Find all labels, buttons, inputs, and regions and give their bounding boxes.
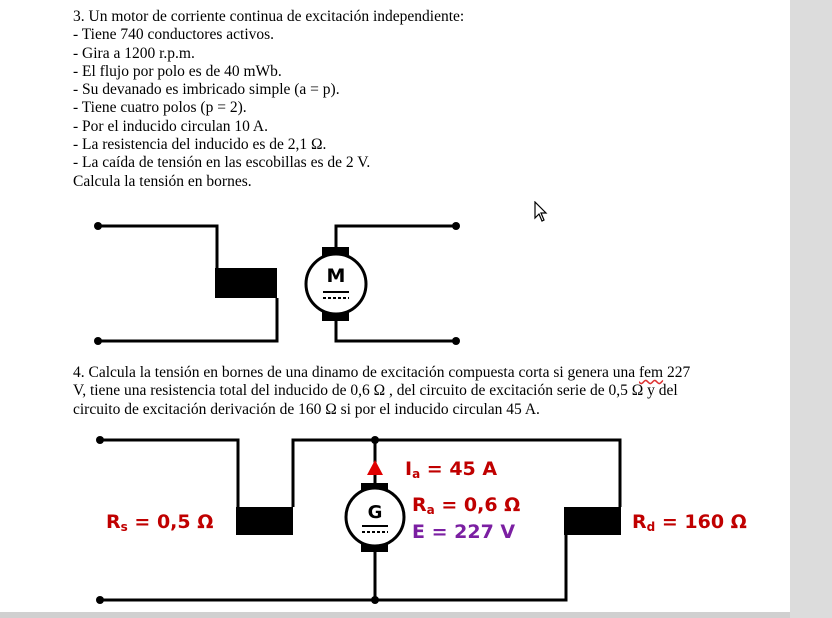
problem-3-item: - Por el inducido circulan 10 A. bbox=[73, 117, 268, 135]
emf-label: E = 227 V bbox=[412, 521, 516, 543]
junction-dot bbox=[371, 436, 379, 444]
armature-resistance-label: Ra = 0,6 Ω bbox=[412, 494, 521, 517]
shunt-resistance-label: Rd = 160 Ω bbox=[632, 511, 747, 534]
problem-3-item: - Tiene 740 conductores activos. bbox=[73, 26, 275, 44]
terminal-dot bbox=[96, 436, 104, 444]
junction-dot bbox=[371, 596, 379, 604]
problem-3-item: - Tiene cuatro polos (p = 2). bbox=[73, 99, 247, 117]
problem-3-title: 3. Un motor de corriente continua de excitación independiente: bbox=[73, 8, 465, 25]
series-resistance-label: Rs = 0,5 Ω bbox=[106, 511, 214, 534]
problem-3-item: - Gira a 1200 r.p.m. bbox=[73, 44, 195, 62]
mouse-cursor-icon bbox=[534, 201, 550, 223]
spellcheck-word: fem bbox=[638, 364, 664, 381]
armature-current-label: Ia = 45 A bbox=[405, 458, 498, 481]
problem-3-item: - La caída de tensión en las escobillas es de 2 V. bbox=[73, 154, 371, 172]
generator-symbol: G bbox=[367, 502, 383, 523]
problem-4-line-2: V, tiene una resistencia total del inducido de 0,6 Ω , del circuito de excitación serie de 0,5 Ω y del bbox=[73, 382, 678, 400]
shunt-winding bbox=[564, 507, 621, 535]
terminal-dot bbox=[96, 596, 104, 604]
motor-symbol: M bbox=[326, 265, 346, 287]
bottom-bus-wire bbox=[100, 535, 566, 600]
current-arrow bbox=[367, 460, 383, 475]
problem-3-item: - El flujo por polo es de 40 mWb. bbox=[73, 62, 282, 80]
problem-4-line-3: circuito de excitación derivación de 160 Ω si por el inducido circulan 45 A. bbox=[73, 400, 540, 418]
series-wire-left bbox=[100, 440, 238, 507]
problem-3-item: - Su devanado es imbricado simple (a = p). bbox=[73, 81, 340, 99]
problem-3-question: Calcula la tensión en bornes. bbox=[73, 172, 252, 190]
problem-3-item: - La resistencia del inducido es de 2,1 Ω. bbox=[73, 136, 327, 154]
problem-4-line-1: 4. Calcula la tensión en bornes de una dinamo de excitación compuesta corta si genera una fem 227 bbox=[73, 364, 691, 381]
series-winding bbox=[236, 507, 293, 535]
